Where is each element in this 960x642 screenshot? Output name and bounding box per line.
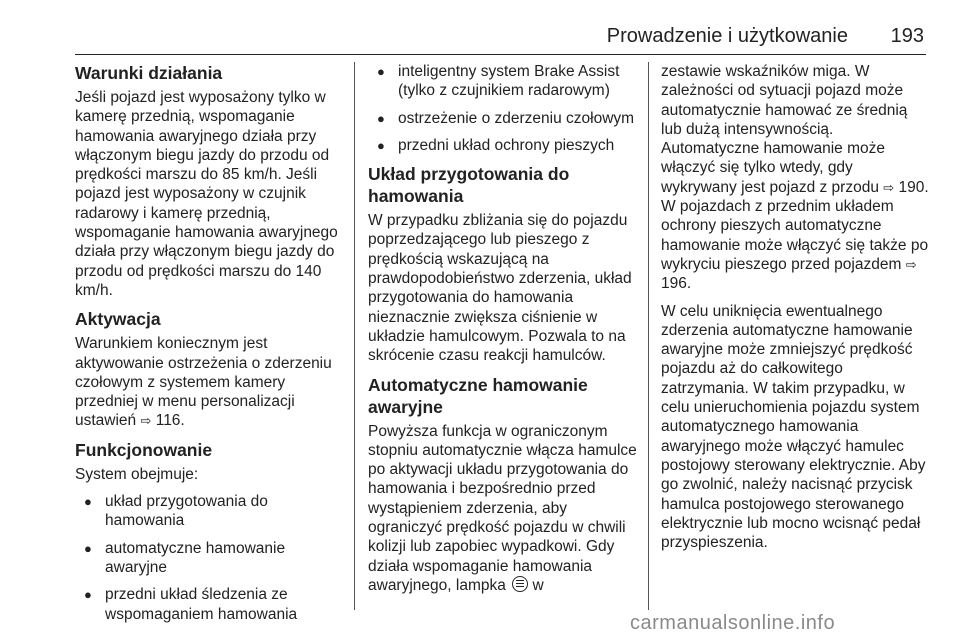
heading-activation: Aktywacja <box>75 309 161 330</box>
heading-auto-braking: Automatyczne hamowanie awaryjne <box>368 374 588 417</box>
bullet-icon: ● <box>377 137 385 153</box>
indicator-text-b: W pojazdach z przednim układem ochrony pieszych automatyczne hamowanie może włączyć się także po wykryciu pieszego przed pojazdem <box>661 198 929 273</box>
column-divider <box>354 62 355 610</box>
paragraph-conditions: Jeśli pojazd jest wyposażony tylko w kamerę przednią, wspomaganie hamowania awaryjnego działa przy włączonym biegu jazdy do przodu od prędkości marszu do 85 km/h. Jeśli pojazd jest wyposażony w czujnik radarowy i kamerę przednią, wspomaganie hamowania awaryjnego działa przy włączonym biegu jazdy do przodu od prędkości marszu do 140 km/h. <box>75 89 338 299</box>
list-item <box>75 492 345 531</box>
heading-conditions: Warunki działania <box>75 63 223 83</box>
function-list-continued <box>368 62 638 155</box>
page-header <box>75 22 926 55</box>
warning-lamp-icon <box>512 576 528 592</box>
page-ref-icon: ⇨ <box>883 179 895 195</box>
paragraph-function: System obejmuje: <box>75 465 199 483</box>
page-ref-link[interactable]: 190. <box>898 178 929 196</box>
list-item-text: automatyczne hamowanie awaryjne <box>105 539 286 576</box>
list-item <box>75 585 345 624</box>
section-title: Prowadzenie i użytkowanie <box>606 25 848 47</box>
activation-text: Warunkiem koniecznym jest aktywowanie ostrzeżenia o zderzeniu czołowym z systemem kamery przedniej w menu personalizacji ustawień <box>75 335 332 430</box>
page-ref-link[interactable]: 116. <box>155 412 185 430</box>
bullet-icon: ● <box>84 587 92 603</box>
list-item <box>368 136 638 155</box>
paragraph-stop: W celu uniknięcia ewentualnego zderzenia automatyczne hamowanie awaryjne może zmniejszyć prędkość pojazdu aż do całkowitego zatrzymania. W takim przypadku, w celu unieruchomienia pojazdu system automatycznego hamowania awaryjnego może włączyć hamulec postojowy sterowany elektrycznie. Aby go zwolnić, należy nacisnąć przycisk hamulca postojowego sterowanego elektrycznie lub mocno wcisnąć pedał przyspieszenia. <box>661 302 926 552</box>
paragraph-indicator <box>661 62 931 294</box>
list-item-text: przedni układ śledzenia ze wspomaganiem hamowania <box>105 586 298 623</box>
paragraph-brake-prep: W przypadku zbliżania się do pojazdu poprzedzającego lub pieszego z prędkością wskazującą na prawdopodobieństwo zderzenia, układ przygotowania do hamowania nieznacznie zwiększa ciśnienie w układzie hamulcowym. Pozwala to na skrócenie czasu reakcji hamulców. <box>368 212 632 365</box>
bullet-icon: ● <box>84 540 92 556</box>
list-item <box>75 539 345 578</box>
list-item-text: przedni układ ochrony pieszych <box>398 136 615 154</box>
column-2 <box>368 62 638 603</box>
page-ref-icon: ⇨ <box>905 256 917 272</box>
list-item <box>368 62 638 101</box>
column-3 <box>661 62 931 560</box>
bullet-icon: ● <box>377 110 385 126</box>
list-item <box>368 109 638 128</box>
paragraph-activation <box>75 334 345 430</box>
page-number: 193 <box>890 25 924 47</box>
auto-braking-text: Powyższa funkcja w ograniczonym stopniu automatycznie włącza hamulce po aktywacji układu przygotowania do hamowania i bezpośrednio przed wystąpieniem zderzenia, aby ograniczyć prędkość pojazdu w chwili kolizji lub zapobiec wypadkowi. Gdy działa wspomaganie hamowania awaryjnego, lampka <box>368 422 637 594</box>
list-item-text: układ przygotowania do hamowania <box>105 493 268 530</box>
heading-brake-prep: Układ przygotowania do hamowania <box>368 164 570 207</box>
bullet-icon: ● <box>377 64 385 79</box>
column-1 <box>75 62 345 632</box>
paragraph-auto-braking <box>368 422 638 596</box>
bullet-icon: ● <box>84 494 92 510</box>
column-divider <box>648 62 649 610</box>
indicator-text-a: zestawie wskaźników miga. W zależności od sytuacji pojazd może automatycznie hamować ze średnią lub dużą intensywnością. Automatyczne hamowanie może włączyć się tylko wtedy, gdy wykrywany jest pojazd z przodu <box>661 63 908 196</box>
auto-braking-text-end: w <box>532 576 544 594</box>
list-item-text: ostrzeżenie o zderzeniu czołowym <box>398 109 635 127</box>
watermark: carmanualsonline.info <box>630 612 836 634</box>
list-item-text: inteligentny system Brake Assist (tylko z czujnikiem radarowym) <box>398 63 620 100</box>
heading-function: Funkcjonowanie <box>75 439 213 460</box>
function-list <box>75 492 345 624</box>
page-ref-link[interactable]: 196. <box>661 275 692 293</box>
page-ref-icon: ⇨ <box>140 413 152 429</box>
